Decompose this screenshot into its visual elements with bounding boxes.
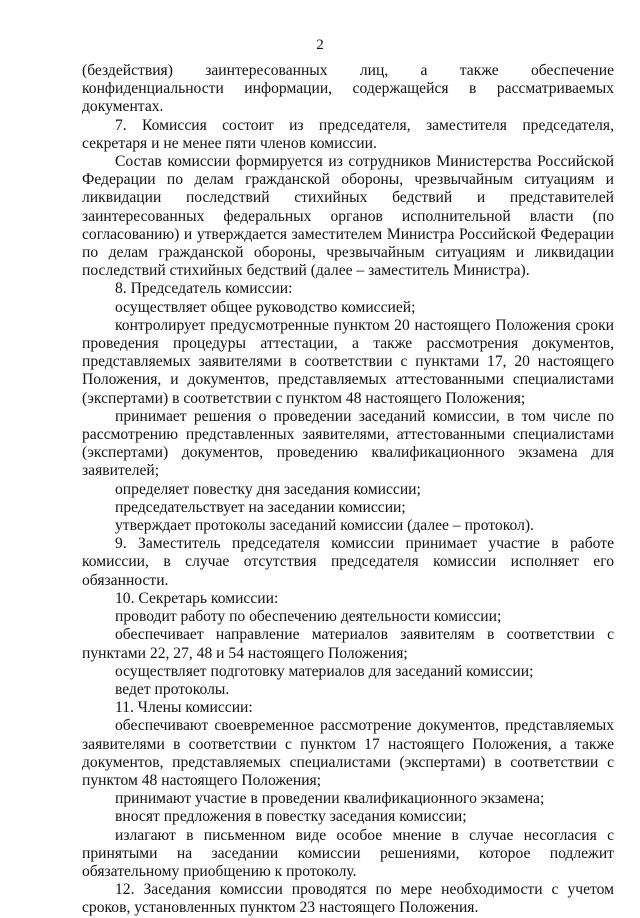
paragraph: контролирует предусмотренные пунктом 20 настоящего Положения сроки проведения процедуры аттестации, а также рассмотрения документов, представляемых заявителями в соответствии с пунктами 17, 20 настоящего Положения, и документов, представляемых аттестованными специалистами (экспертами) в соответствии с пунктом 48 настоящего Положения; — [82, 316, 614, 407]
paragraph: осуществляет общее руководство комиссией; — [115, 298, 416, 316]
paragraph: обеспечивает направление материалов заявителям в соответствии с пунктами 22, 27, 48 и 54 настоящего Положения; — [82, 626, 614, 662]
paragraph: излагают в письменном виде особое мнение в случае несогласия с принятыми на заседании комиссии решениями, которое подлежит обязательному приобщению к протоколу. — [82, 826, 614, 880]
paragraph: утверждает протоколы заседаний комиссии (далее – протокол). — [115, 517, 534, 535]
paragraph: определяет повестку дня заседания комиссии; — [115, 480, 421, 498]
paragraph: ведет протоколы. — [115, 680, 230, 698]
paragraph: принимает решения о проведении заседаний комиссии, в том числе по рассмотрению представленных заявителями, аттестованными специалистами (экспертами) документов, проведению квалификационного экзамена для заявителей; — [82, 407, 614, 480]
paragraph: 7. Комиссия состоит из председателя, заместителя председателя, секретаря и не менее пяти членов комиссии. — [82, 116, 614, 152]
document-body — [82, 62, 614, 918]
paragraph: председательствует на заседании комиссии; — [115, 498, 406, 516]
paragraph: 12. Заседания комиссии проводятся по мере необходимости с учетом сроков, установленных пунктом 23 настоящего Положения. — [82, 881, 614, 917]
paragraph: 11. Члены комиссии: — [115, 699, 253, 717]
paragraph: осуществляет подготовку материалов для заседаний комиссии; — [115, 662, 534, 680]
paragraph: вносят предложения в повестку заседания комиссии; — [115, 808, 467, 826]
page-number: 2 — [316, 37, 324, 53]
paragraph: принимают участие в проведении квалификационного экзамена; — [115, 790, 545, 808]
paragraph: проводит работу по обеспечению деятельности комиссии; — [115, 608, 502, 626]
paragraph: 10. Секретарь комиссии: — [115, 589, 279, 607]
paragraph: Состав комиссии формируется из сотрудников Министерства Российской Федерации по делам гражданской обороны, чрезвычайным ситуациям и ликвидации последствий стихийных бедствий и представителей заинтересованных федеральных органов исполнительной власти (по согласованию) и утверждается заместителем Министра Российской Федерации по делам гражданской обороны, чрезвычайным ситуациям и ликвидации последствий стихийных бедствий (далее – заместитель Министра). — [82, 153, 614, 280]
paragraph: 8. Председатель комиссии: — [115, 280, 293, 298]
paragraph: 9. Заместитель председателя комиссии принимает участие в работе комиссии, в случае отсутствия председателя комиссии исполняет его обязанности. — [82, 535, 614, 589]
paragraph: обеспечивают своевременное рассмотрение документов, представляемых заявителями в соответствии с пунктом 17 настоящего Положения, а также документов, представляемых специалистами (экспертами) в соответствии с пунктом 48 настоящего Положения; — [82, 717, 614, 789]
paragraph: (бездействия) заинтересованных лиц, а также обеспечение конфиденциальности информации, содержащейся в рассматриваемых документах. — [82, 62, 614, 116]
